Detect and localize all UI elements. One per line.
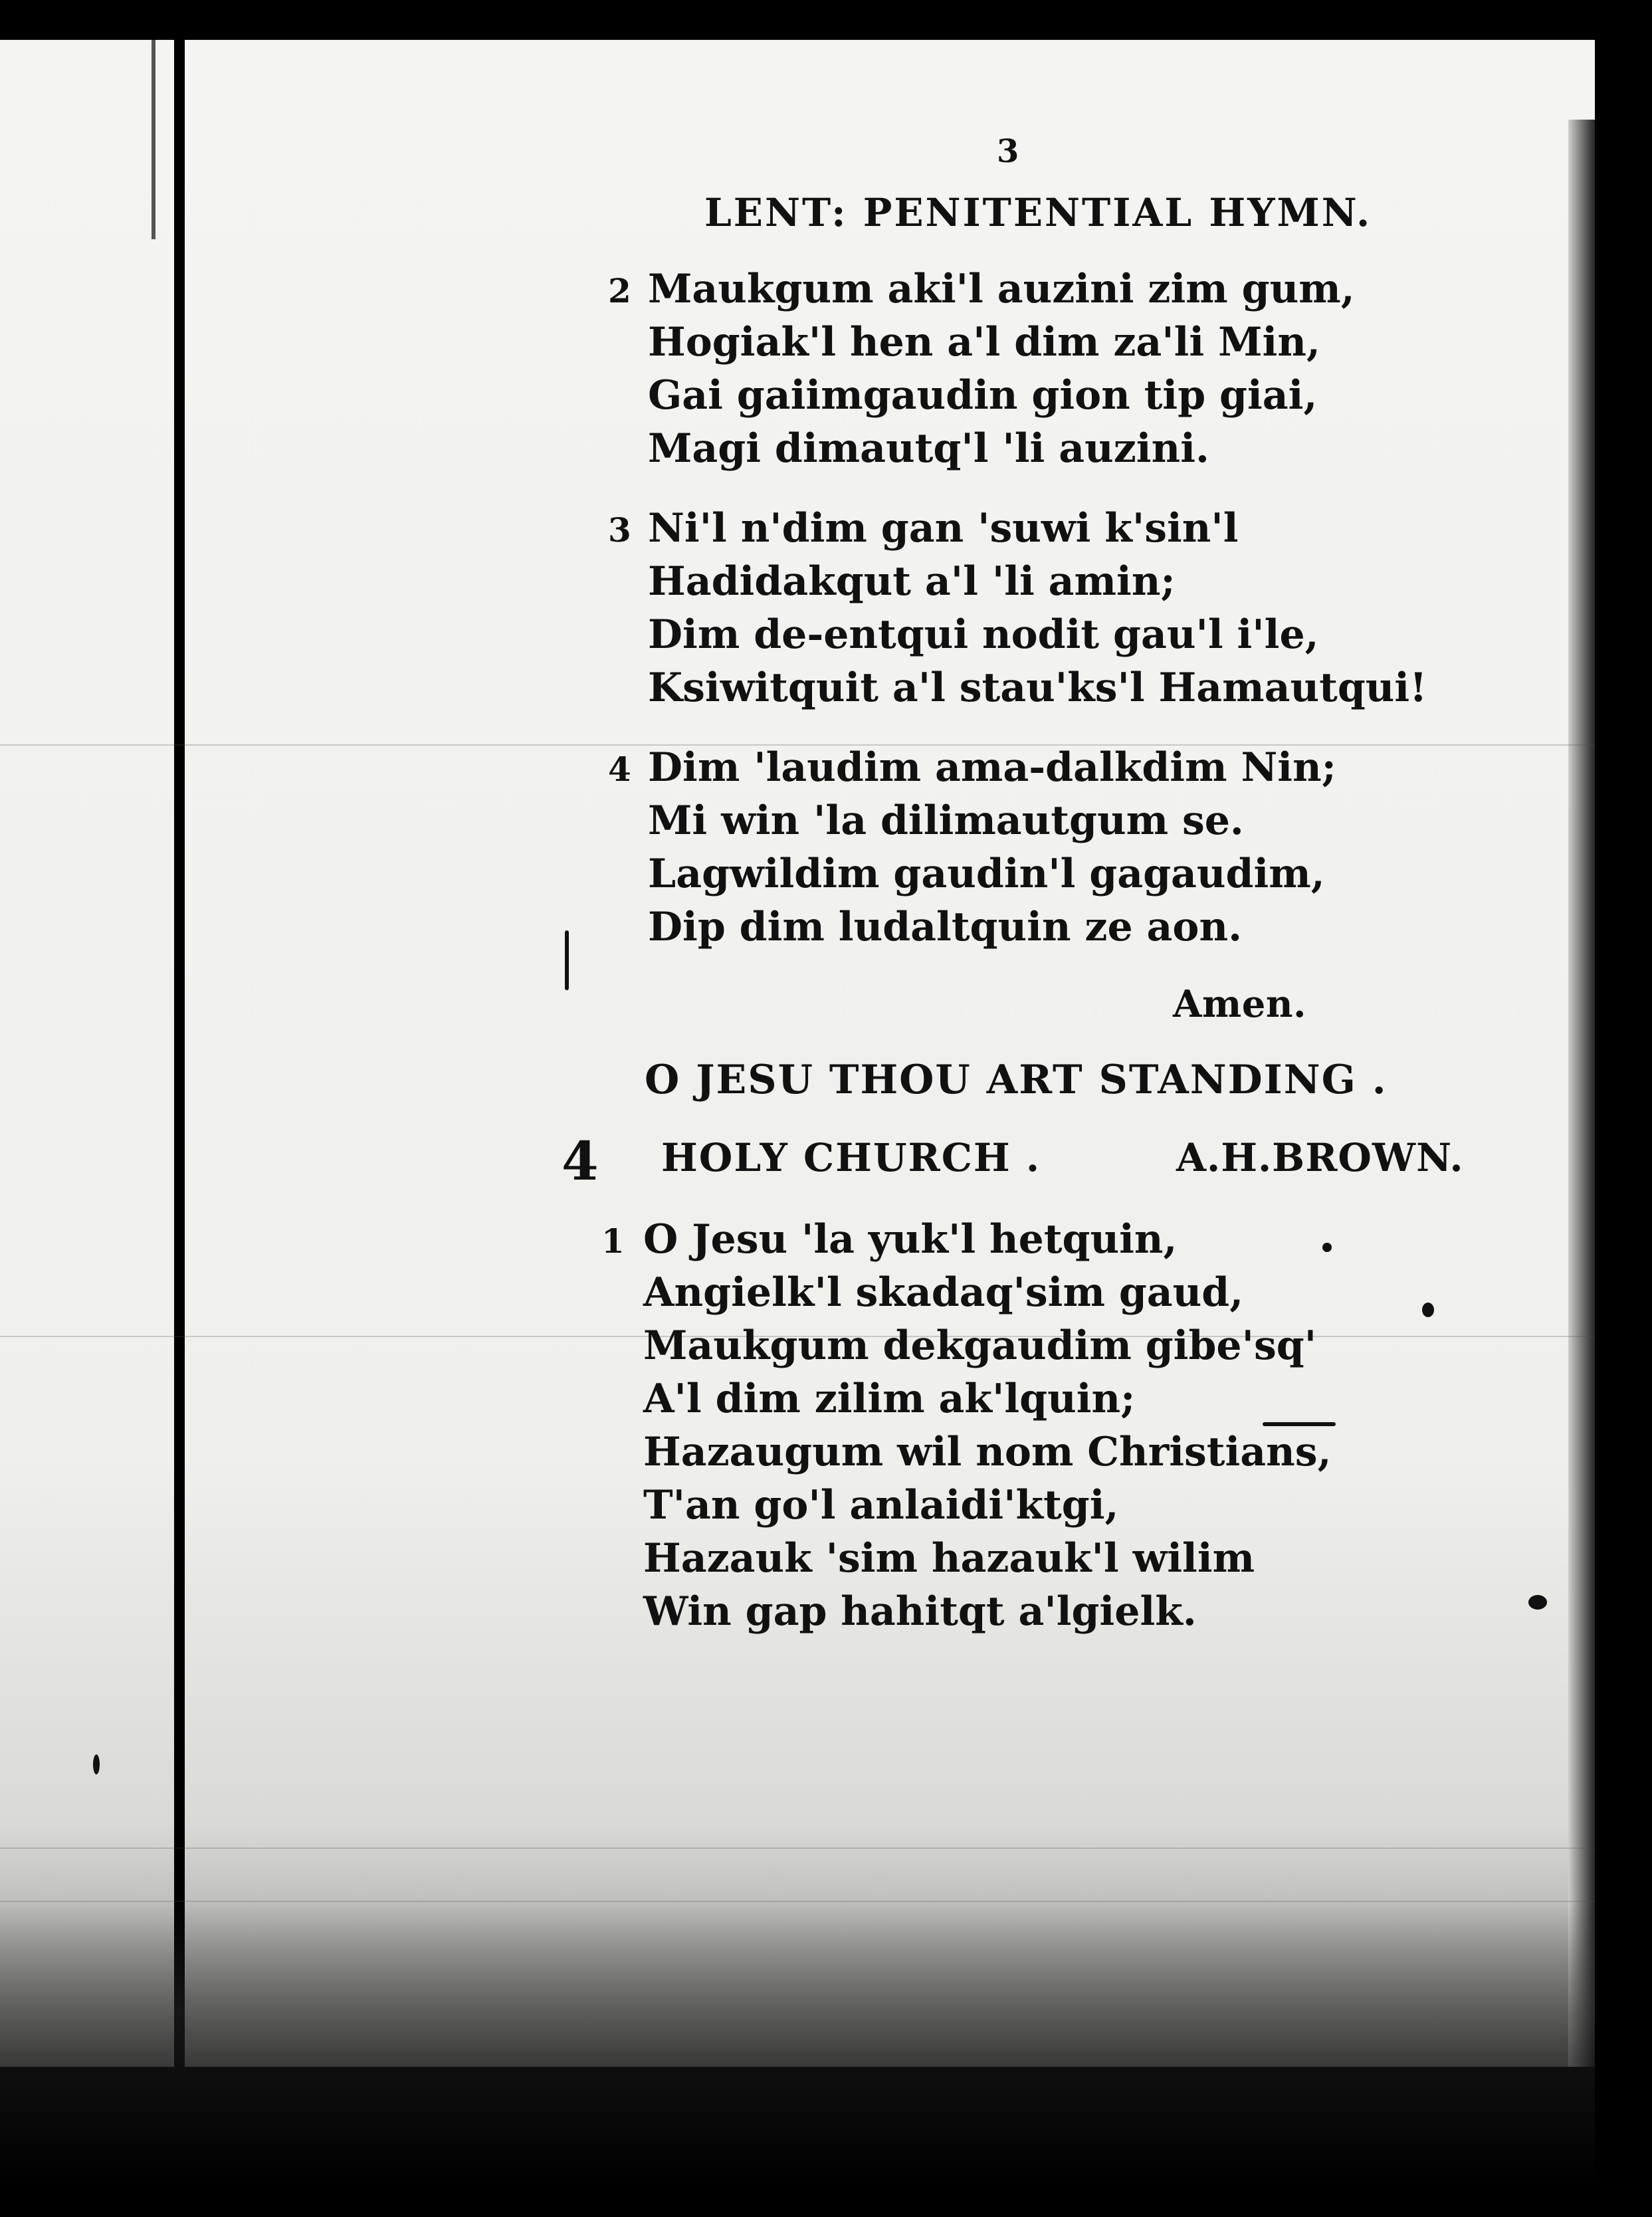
verse-number: 3 bbox=[608, 510, 631, 550]
verse-line: A'l dim zilim ak'lquin; bbox=[643, 1376, 1136, 1422]
page-edge-line bbox=[152, 40, 155, 239]
verse-line: Mi win 'la dilimautgum se. bbox=[648, 797, 1244, 844]
verse-number: 2 bbox=[608, 271, 631, 310]
binding-line bbox=[174, 40, 185, 2067]
verse-line: Magi dimautq'l 'li auzini. bbox=[648, 425, 1209, 472]
right-page-edge bbox=[1568, 120, 1595, 2067]
verse-line: Hazauk 'sim hazauk'l wilim bbox=[643, 1535, 1255, 1582]
verse-line: Ni'l n'dim gan 'suwi k'sin'l bbox=[648, 505, 1239, 552]
hymnal-page bbox=[0, 40, 1595, 2067]
scan-shadow bbox=[0, 1901, 1595, 2217]
hymn-number: 4 bbox=[562, 1130, 599, 1192]
ink-blot bbox=[1422, 1303, 1434, 1317]
verse-line: O Jesu 'la yuk'l hetquin, bbox=[643, 1216, 1178, 1263]
verse-line: Win gap hahitqt a'lgielk. bbox=[643, 1588, 1197, 1635]
page-number: 3 bbox=[997, 133, 1019, 170]
tune-title: O JESU THOU ART STANDING . bbox=[645, 1057, 1388, 1103]
verse-line: Hazaugum wil nom Christians, bbox=[643, 1429, 1332, 1475]
ink-blot bbox=[1322, 1243, 1332, 1252]
amen: Amen. bbox=[1173, 982, 1307, 1026]
tune-name: HOLY CHURCH . bbox=[661, 1135, 1041, 1180]
verse-line: Maukgum dekgaudim gibe'sq' bbox=[643, 1322, 1317, 1369]
verse-line: Ksiwitquit a'l stau'ks'l Hamautqui! bbox=[648, 665, 1427, 711]
verse-line: Lagwildim gaudin'l gagaudim, bbox=[648, 851, 1325, 897]
verse-line: Hogiak'l hen a'l dim za'li Min, bbox=[648, 319, 1320, 366]
verse-line: Maukgum aki'l auzini zim gum, bbox=[648, 266, 1355, 312]
ink-stroke bbox=[565, 930, 569, 990]
verse-line: Angielk'l skadaq'sim gaud, bbox=[643, 1269, 1244, 1316]
verse-number: 4 bbox=[608, 750, 631, 789]
verse-line: Gai gaiimgaudin gion tip giai, bbox=[648, 372, 1318, 419]
verse-line: T'an go'l anlaidi'ktgi, bbox=[643, 1482, 1119, 1529]
verse-line: Hadidakqut a'l 'li amin; bbox=[648, 558, 1176, 605]
ink-blot bbox=[93, 1754, 100, 1774]
ink-stroke bbox=[1263, 1422, 1336, 1426]
running-head: LENT: PENITENTIAL HYMN. bbox=[704, 190, 1372, 235]
ink-blot bbox=[1528, 1595, 1547, 1610]
verse-line: Dim 'laudim ama-dalkdim Nin; bbox=[648, 744, 1336, 791]
verse-line: Dip dim ludaltquin ze aon. bbox=[648, 904, 1242, 950]
composer: A.H.BROWN. bbox=[1176, 1135, 1464, 1180]
verse-line: Dim de-entqui nodit gau'l i'le, bbox=[648, 611, 1319, 658]
verse-number: 1 bbox=[601, 1221, 625, 1261]
scan-artifact bbox=[0, 1848, 1595, 1849]
